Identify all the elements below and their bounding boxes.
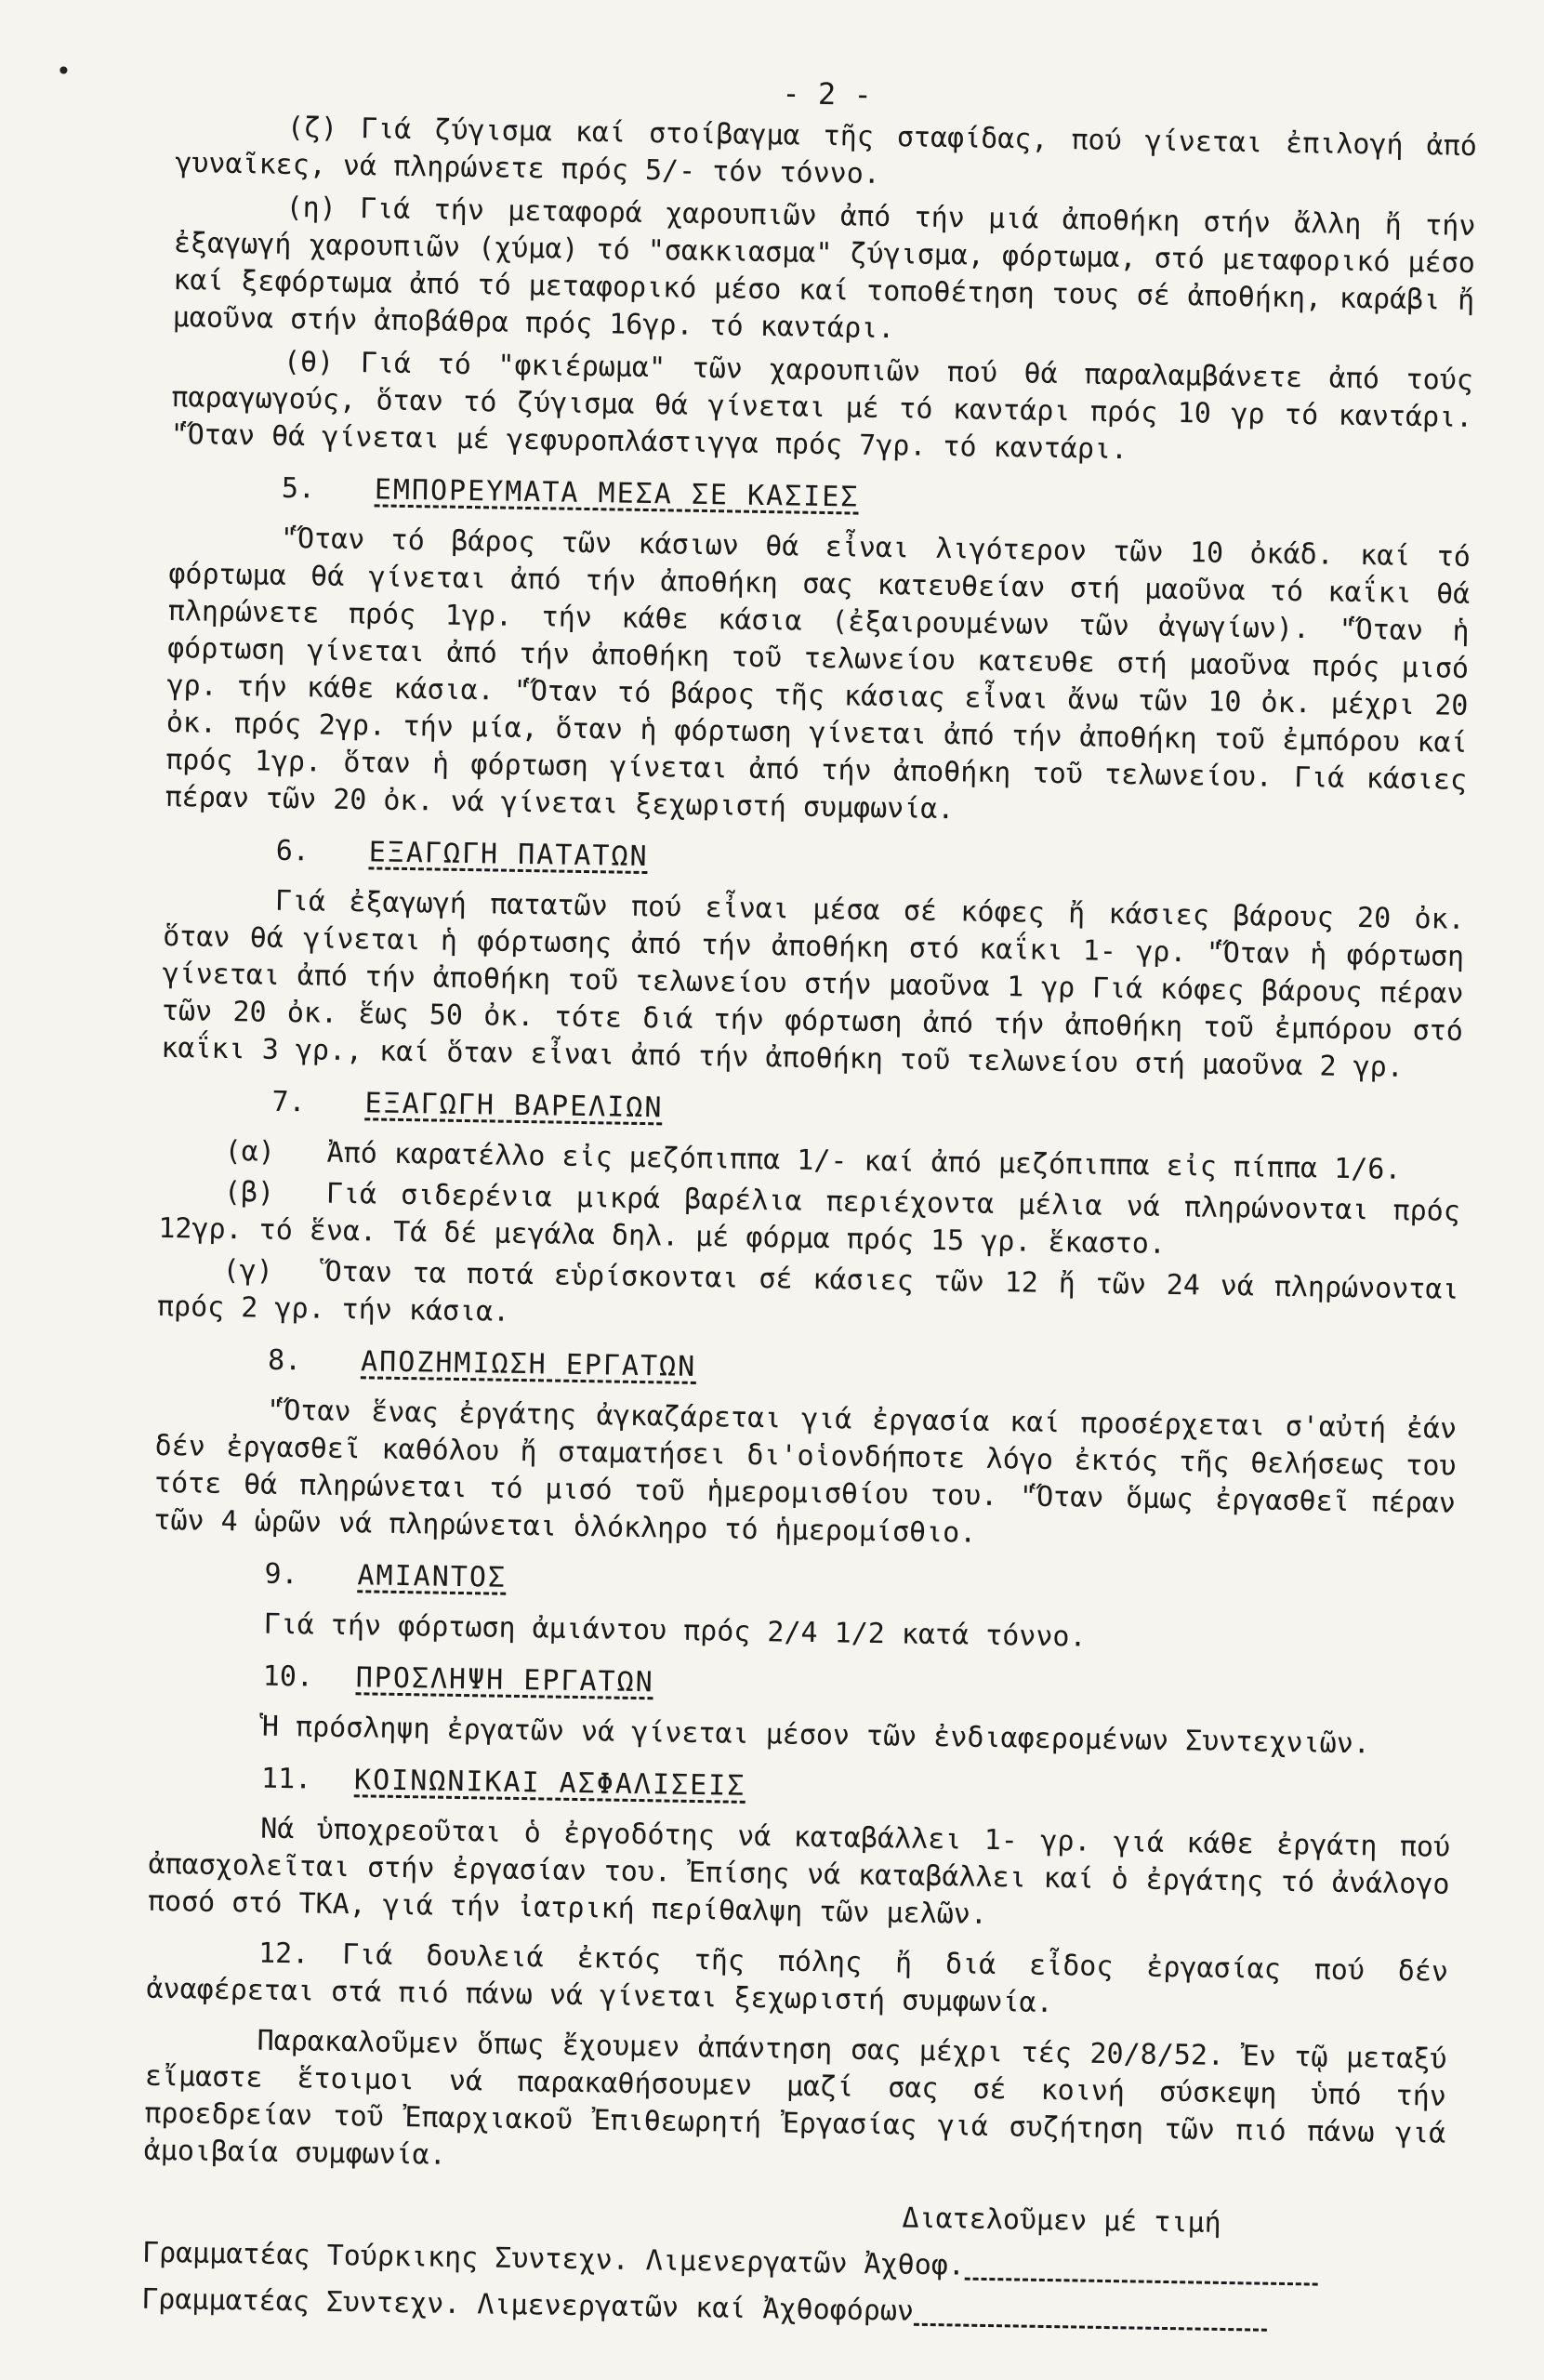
section-9-number: 9. [264, 1557, 298, 1592]
item-h-text: Γιά τήν μεταφορά χαρουπιῶν ἀπό τήν μιά ἀποθήκη στήν ἄλλη ἤ τήν ἐξαγωγή χαρουπιῶν (χύμα) τό "σακκιασμα" ζύγισμα, φόρτωμα, στό μεταφορικό μέσο καί ξεφόρτωμα ἀπό τό μεταφορικό μέσο καί τοποθέτηση τους σέ ἀποθήκη, καράβι ἤ μαοῦνα στήν ἀποβάθρα πρός 16γρ. τό καντάρι. [172, 192, 1493, 346]
section-6-heading [275, 833, 1465, 889]
section-9-heading [264, 1556, 1454, 1612]
section-9-text: Γιά τήν φόρτωση ἀμιάντου πρός 2/4 1/2 κατά τόννο. [263, 1607, 1087, 1654]
section-8-title: ΑΠΟΖΗΜΙΩΣΗ ΕΡΓΑΤΩΝ [360, 1345, 697, 1383]
section-7-item-c [157, 1251, 1459, 1346]
section-5-text: "Ὅταν τό βάρος τῶν κάσιων θά εἶναι λιγότερον τῶν 10 ὀκάδ. καί τό φόρτωμα θά γίνεται ἀπό τήν ἀποθήκη σας κατευθείαν στή μαοῦνα τό καΐκι θά πληρώνετε πρός 1γρ. τήν κάθε κάσια (ἐξαιρουμένων τῶν ἀγωγίων). "Ὅταν ἡ φόρτωση γίνεται ἀπό τήν ἀποθήκη τοῦ τελωνείου κατευθε στή μαοῦνα πρός μισό γρ. τήν κάθε κάσια. "Ὅταν τό βάρος τῆς κάσιας εἶναι ἄνω τῶν 10 ὀκ. μέχρι 20 ὀκ. πρός 2γρ. τήν μία, ὅταν ἡ φόρτωση γίνεται ἀπό τήν ἀποθήκη τοῦ ἐμπόρου καί πρός 1γρ. ὅταν ἡ φόρτωση γίνεται ἀπό τήν ἀποθήκη τοῦ τελωνείου. Γιά κάσιες πέραν τῶν 20 ὀκ. νά γίνεται ξεχωριστή συμφωνία. [165, 522, 1488, 826]
section-6-number: 6. [275, 834, 310, 868]
section-10-text: Ἡ πρόσληψη ἐργατῶν νά γίνεται μέσον τῶν ἐνδιαφερομένων Συντεχνιῶν. [261, 1710, 1371, 1761]
section-9-title: ΑΜΙΑΝΤΟΣ [357, 1559, 508, 1594]
section-12-number: 12. [257, 1937, 310, 1971]
item-th-text: Γιά τό "φκιέρωμα" τῶν χαρουπιῶν πού θά παραλαμβάνετε ἀπό τούς παραγωγούς, ὅταν τό ζύγισμα θά γίνεται μέ τό καντάρι πρός 10 γρ τό καντάρι. "Ὅταν θά γίνεται μέ γεφυροπλάστιγγα πρός 7γρ. τό καντάρι. [170, 347, 1491, 467]
section-5-title: ΕΜΠΟΡΕΥΜΑΤΑ ΜΕΣΑ ΣΕ ΚΑΣΙΕΣ [374, 473, 860, 514]
item-label: (α) [224, 1134, 276, 1169]
scan-mark: • [56, 56, 72, 86]
section-10-title: ΠΡΟΣΛΗΨΗ ΕΡΓΑΤΩΝ [355, 1661, 654, 1699]
section-8-heading [268, 1342, 1458, 1398]
closing-paragraph: Παρακαλοῦμεν ὅπως ἔχουμεν ἀπάντηση σας μέχρι τές 20/8/52. Ἐν τῷ μεταξύ εἴμαστε ἕτοιμοι νά παρακαθήσουμεν μαζί σας σέ κοινή σύσκεψη ὑπό τήν προεδρείαν τοῦ Ἐπαρχιακοῦ Ἐπιθεωρητή Ἐργασίας γιά συζήτηση τῶν πιό πάνω γιά ἀμοιβαία συμφωνία. [143, 2024, 1464, 2172]
item-label: (γ) [222, 1253, 274, 1288]
section-8-text: "Ὅταν ἕνας ἐργάτης ἀγκαζάρεται γιά ἐργασία καί προσέρχεται σ'αὐτή ἐάν δέν ἐργασθεῖ καθόλου ἤ σταματήσει δι'οἱονδήποτε λόγο ἐκτός τῆς θελήσεως του τότε θά πληρώνεται τό μισό τοῦ ἡμερομισθίου του. "Ὅταν ὅμως ἐργασθεῖ πέραν τῶν 4 ὡρῶν νά πληρώνεται ὁλόκληρο τό ἡμερομίσθιο. [153, 1394, 1474, 1550]
section-6-title: ΕΞΑΓΩΓΗ ΠΑΤΑΤΩΝ [368, 836, 649, 874]
signature-line-2 [141, 2281, 1443, 2339]
item-h [172, 188, 1493, 357]
signature-label: Γραμματέας Τούρκικης Συντεχν. Λιμενεργατῶν Ἀχθοφ. [141, 2236, 966, 2282]
section-7-title: ΕΞΑΓΩΓΗ ΒΑΡΕΛΙΩΝ [364, 1087, 664, 1125]
section-11-text: Νά ὑποχρεοῦται ὁ ἐργοδότης νά καταβάλλει 1- γρ. γιά κάθε ἐργάτη πού ἀπασχολεῖται στήν ἐργασίαν του. Ἐπίσης νά καταβάλλει καί ὁ ἐργάτης τό ἀνάλογο ποσό στό ΤΚΑ, γιά τήν ἰατρική περίθαλψη τῶν μελῶν. [147, 1812, 1468, 1931]
item-z-text: Γιά ζύγισμα καί στοίβαγμα τῆς σταφίδας, πού γίνεται ἐπιλογή ἀπό γυναῖκες, νά πληρώνετε πρός 5/- τόν τόννο. [175, 112, 1495, 191]
section-11-number: 11. [260, 1762, 312, 1796]
signature-label: Γραμματέας Συντεχν. Λιμενεργατῶν καί Ἀχθοφόρων [140, 2282, 915, 2328]
item-z-label: (ζ) [286, 111, 338, 145]
item-text: Ἀπό καρατέλλο εἰς μεζόπιππα 1/- καί ἀπό μεζόπιππα εἰς πίππα 1/6. [326, 1136, 1402, 1186]
item-text: Γιά σιδερένια μικρά βαρέλια περιέχοντα μέλια νά πληρώνονται πρός 12γρ. τό ἕνα. Τά δέ μεγάλα δηλ. μέ φόρμα πρός 15 γρ. ἕκαστο. [158, 1177, 1461, 1261]
section-7-heading [271, 1084, 1461, 1140]
item-th [170, 342, 1491, 474]
section-10-number: 10. [262, 1659, 314, 1694]
section-7-number: 7. [271, 1085, 306, 1119]
item-z [175, 108, 1495, 203]
section-10-heading [262, 1659, 1452, 1714]
section-5-heading [282, 470, 1471, 526]
signature-blank [914, 2299, 1267, 2332]
section-5-number: 5. [281, 471, 316, 506]
section-6-text: Γιά ἐξαγωγή πατατῶν πού εἶναι μέσα σέ κόφες ἤ κάσιες βάρους 20 ὀκ. ὅταν θά γίνεται ἡ φόρτωσης ἀπό τήν ἀποθήκη στό καΐκι 1- γρ. "Ὅταν ἡ φόρτωση γίνεται ἀπό τήν ἀποθήκη τοῦ τελωνείου στήν μαοῦνα 1 γρ Γιά κόφες βάρους πέραν τῶν 20 ὀκ. ἕως 50 ὀκ. τότε διά τήν φόρτωση ἀπό τήν ἀποθήκη τοῦ ἐμπόρου στό καΐκι 3 γρ., καί ὅταν εἶναι ἀπό τήν ἀποθήκη τοῦ τελωνείου στή μαοῦνα 2 γρ. [161, 884, 1483, 1084]
item-th-label: (θ) [283, 345, 335, 379]
item-text: Ὅταν τα ποτά εὑρίσκονται σέ κάσιες τῶν 12 ἤ τῶν 24 νά πληρώνονται πρός 2 γρ. τήν κάσια. [156, 1255, 1459, 1329]
letter-body [140, 65, 1495, 2339]
item-label: (β) [223, 1175, 275, 1210]
regards-line: Διατελοῦμεν μέ τιμή [902, 2202, 1221, 2240]
page-number: - 2 - [782, 75, 873, 112]
signature-blank [965, 2254, 1318, 2286]
item-h-label: (η) [285, 191, 337, 225]
section-11-heading [261, 1761, 1451, 1817]
section-11-title: ΚΟΙΝΩΝΙΚΑΙ ΑΣΦΑΛΙΣΕΙΣ [353, 1764, 746, 1803]
section-12-text: Γιά δουλειά ἐκτός τῆς πόλης ἤ διά εἶδος ἐργασίας πού δέν ἀναφέρεται στά πιό πάνω νά γίνεται ξεχωριστή συμφωνία. [146, 1938, 1466, 2020]
section-8-number: 8. [267, 1343, 302, 1378]
section-12 [146, 1934, 1466, 2029]
